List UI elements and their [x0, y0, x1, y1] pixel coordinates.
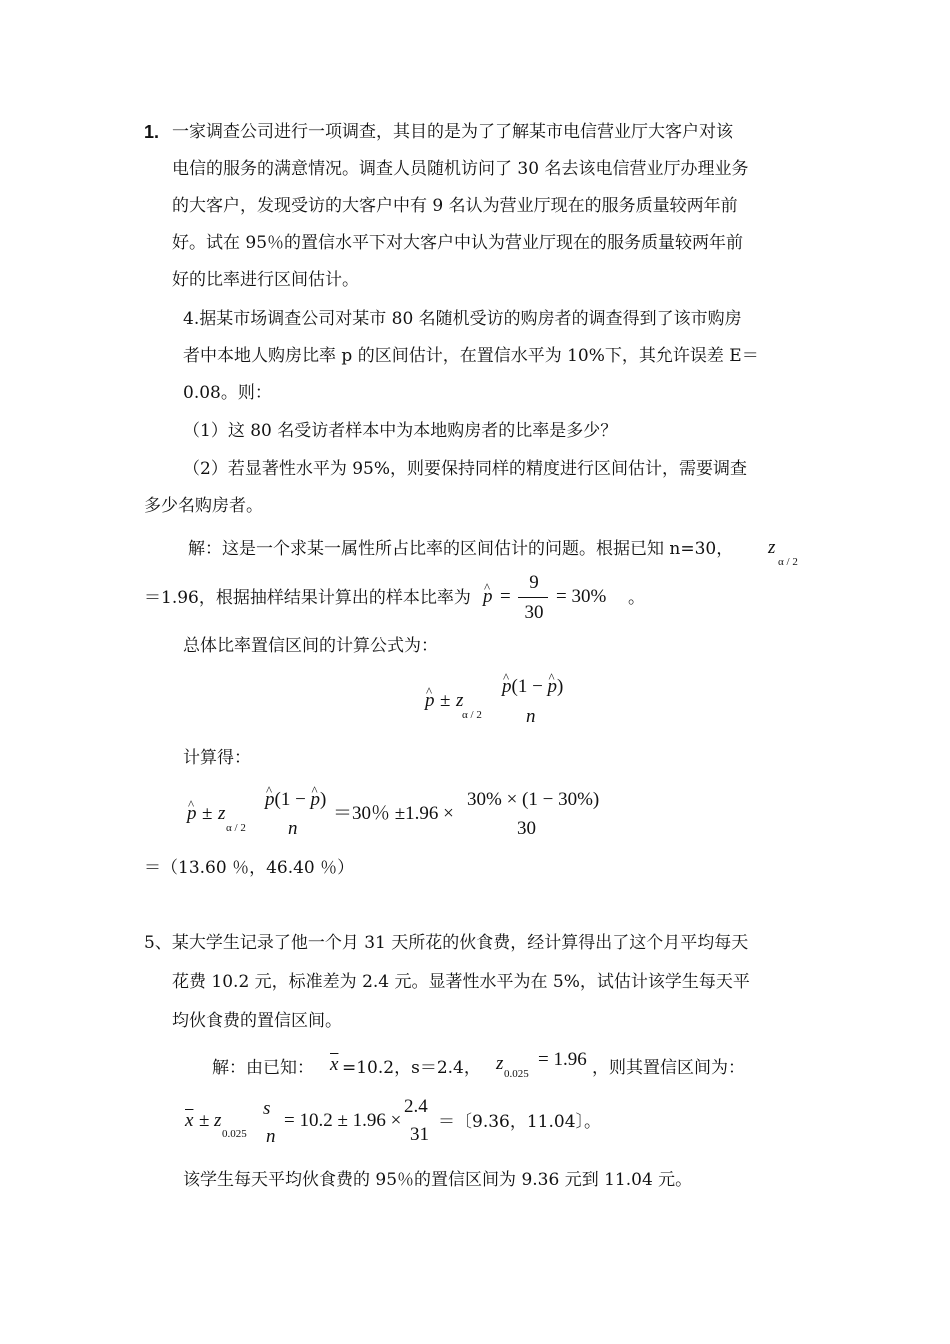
q5-solution-prefix: 解：由已知：: [212, 1058, 314, 1078]
formula-p-hat: ^ p: [425, 690, 435, 712]
fraction-denominator: 30: [524, 602, 544, 623]
calc-z-subscript: α / 2: [226, 822, 246, 834]
q5-conclusion: 该学生每天平均伙食费的 95％的置信区间为 9.36 元到 11.04 元。: [183, 1170, 693, 1190]
calc-z: z: [218, 803, 226, 824]
q4-line-1: 4.据某市场调查公司对某市 80 名随机受访的购房者的调查得到了该市购房: [183, 309, 742, 329]
formula-z-subscript: α / 2: [462, 709, 482, 721]
q4-line-6: 多少名购房者。: [144, 496, 263, 516]
q5-n: n: [266, 1126, 276, 1147]
q5-formula-z-subscript: 0.025: [222, 1128, 247, 1140]
q5-solution-suffix: ，则其置信区间为：: [592, 1058, 745, 1078]
calc-formula-numerator: ^ p(1 − ^ p): [265, 789, 326, 811]
period: 。: [628, 588, 645, 608]
q5-plus-minus: ±: [199, 1110, 210, 1131]
q5-denominator: 31: [410, 1124, 429, 1145]
solution-line-2: ＝1.96，根据抽样结果计算出的样本比率为: [144, 588, 471, 608]
q1-line-3: 的大客户，发现受访的大客户中有 9 名认为营业厅现在的服务质量较两年前: [172, 196, 738, 216]
q5-line-3: 均伙食费的置信区间。: [172, 1011, 342, 1031]
q5-equation-middle: = 10.2 ± 1.96 ×: [284, 1110, 402, 1131]
z-symbol: z: [768, 537, 776, 558]
calc-middle: ＝30％ ±1.96 ×: [333, 803, 454, 824]
equals-sign: =: [500, 586, 511, 607]
q5-line-1: 5、某大学生记录了他一个月 31 天所花的伙食费，经计算得出了这个月平均每天: [144, 933, 749, 953]
q5-line-2: 花费 10.2 元，标准差为 2.4 元。显著性水平为在 5%，试估计该学生每天平: [172, 972, 750, 992]
z-subscript: α / 2: [778, 556, 798, 568]
formula-numerator: ^ p(1 − ^ p): [502, 676, 563, 698]
q5-result: ＝〔9.36，11.04〕。: [438, 1112, 602, 1132]
calc-label: 计算得：: [183, 748, 251, 768]
fraction-numerator: 9: [529, 572, 539, 593]
calc-numerator: 30% × (1 − 30%): [467, 789, 600, 810]
q4-line-2: 者中本地人购房比率 p 的区间估计，在置信水平为 10%下，其允许误差 E＝: [183, 346, 759, 366]
solution-intro: 解：这是一个求某一属性所占比率的区间估计的问题。根据已知 n=30，: [188, 539, 734, 559]
calc-p-hat: ^ p: [187, 803, 197, 825]
formula-x-bar: $\overline{x}$: [185, 1110, 194, 1131]
q1-line-5: 好的比率进行区间估计。: [172, 270, 359, 290]
q5-formula-z: z: [214, 1110, 222, 1131]
formula-denominator: n: [526, 706, 536, 727]
q1-line-4: 好。试在 95％的置信水平下对大客户中认为营业厅现在的服务质量较两年前: [172, 233, 744, 253]
formula-plus-minus: ±: [440, 690, 451, 711]
q5-z: z: [496, 1053, 504, 1074]
p-hat: ^ p: [483, 586, 493, 608]
formula-z: z: [456, 690, 464, 711]
q1-line-1: 一家调查公司进行一项调查，其目的是为了了解某市电信营业厅大客户对该: [172, 122, 733, 142]
q5-s: s: [263, 1098, 271, 1119]
interval-result: ＝（13.60 ％，46.40 ％）: [144, 858, 355, 878]
percent-result: = 30%: [556, 586, 607, 607]
formula-label: 总体比率置信区间的计算公式为：: [183, 636, 438, 656]
calc-plus-minus: ±: [202, 803, 213, 824]
q5-z-subscript: 0.025: [504, 1068, 529, 1080]
x-bar-value: =10.2，s＝2.4，: [342, 1058, 481, 1078]
q1-line-2: 电信的服务的满意情况。调查人员随机访问了 30 名去该电信营业厅办理业务: [172, 159, 749, 179]
fraction-bar: [518, 597, 548, 598]
q4-subquestion-1: （1）这 80 名受访者样本中为本地购房者的比率是多少？: [183, 421, 618, 441]
q5-numerator: 2.4: [404, 1096, 428, 1117]
x-bar: $\overline{x}$: [330, 1054, 339, 1075]
q5-z-value: = 1.96: [538, 1049, 587, 1070]
q4-line-3: 0.08。则：: [183, 383, 272, 403]
question-number: 1.: [144, 122, 160, 142]
q4-subquestion-2: （2）若显著性水平为 95%，则要保持同样的精度进行区间估计，需要调查: [183, 459, 748, 479]
calc-denominator: 30: [517, 818, 536, 839]
calc-formula-denominator: n: [288, 818, 298, 839]
